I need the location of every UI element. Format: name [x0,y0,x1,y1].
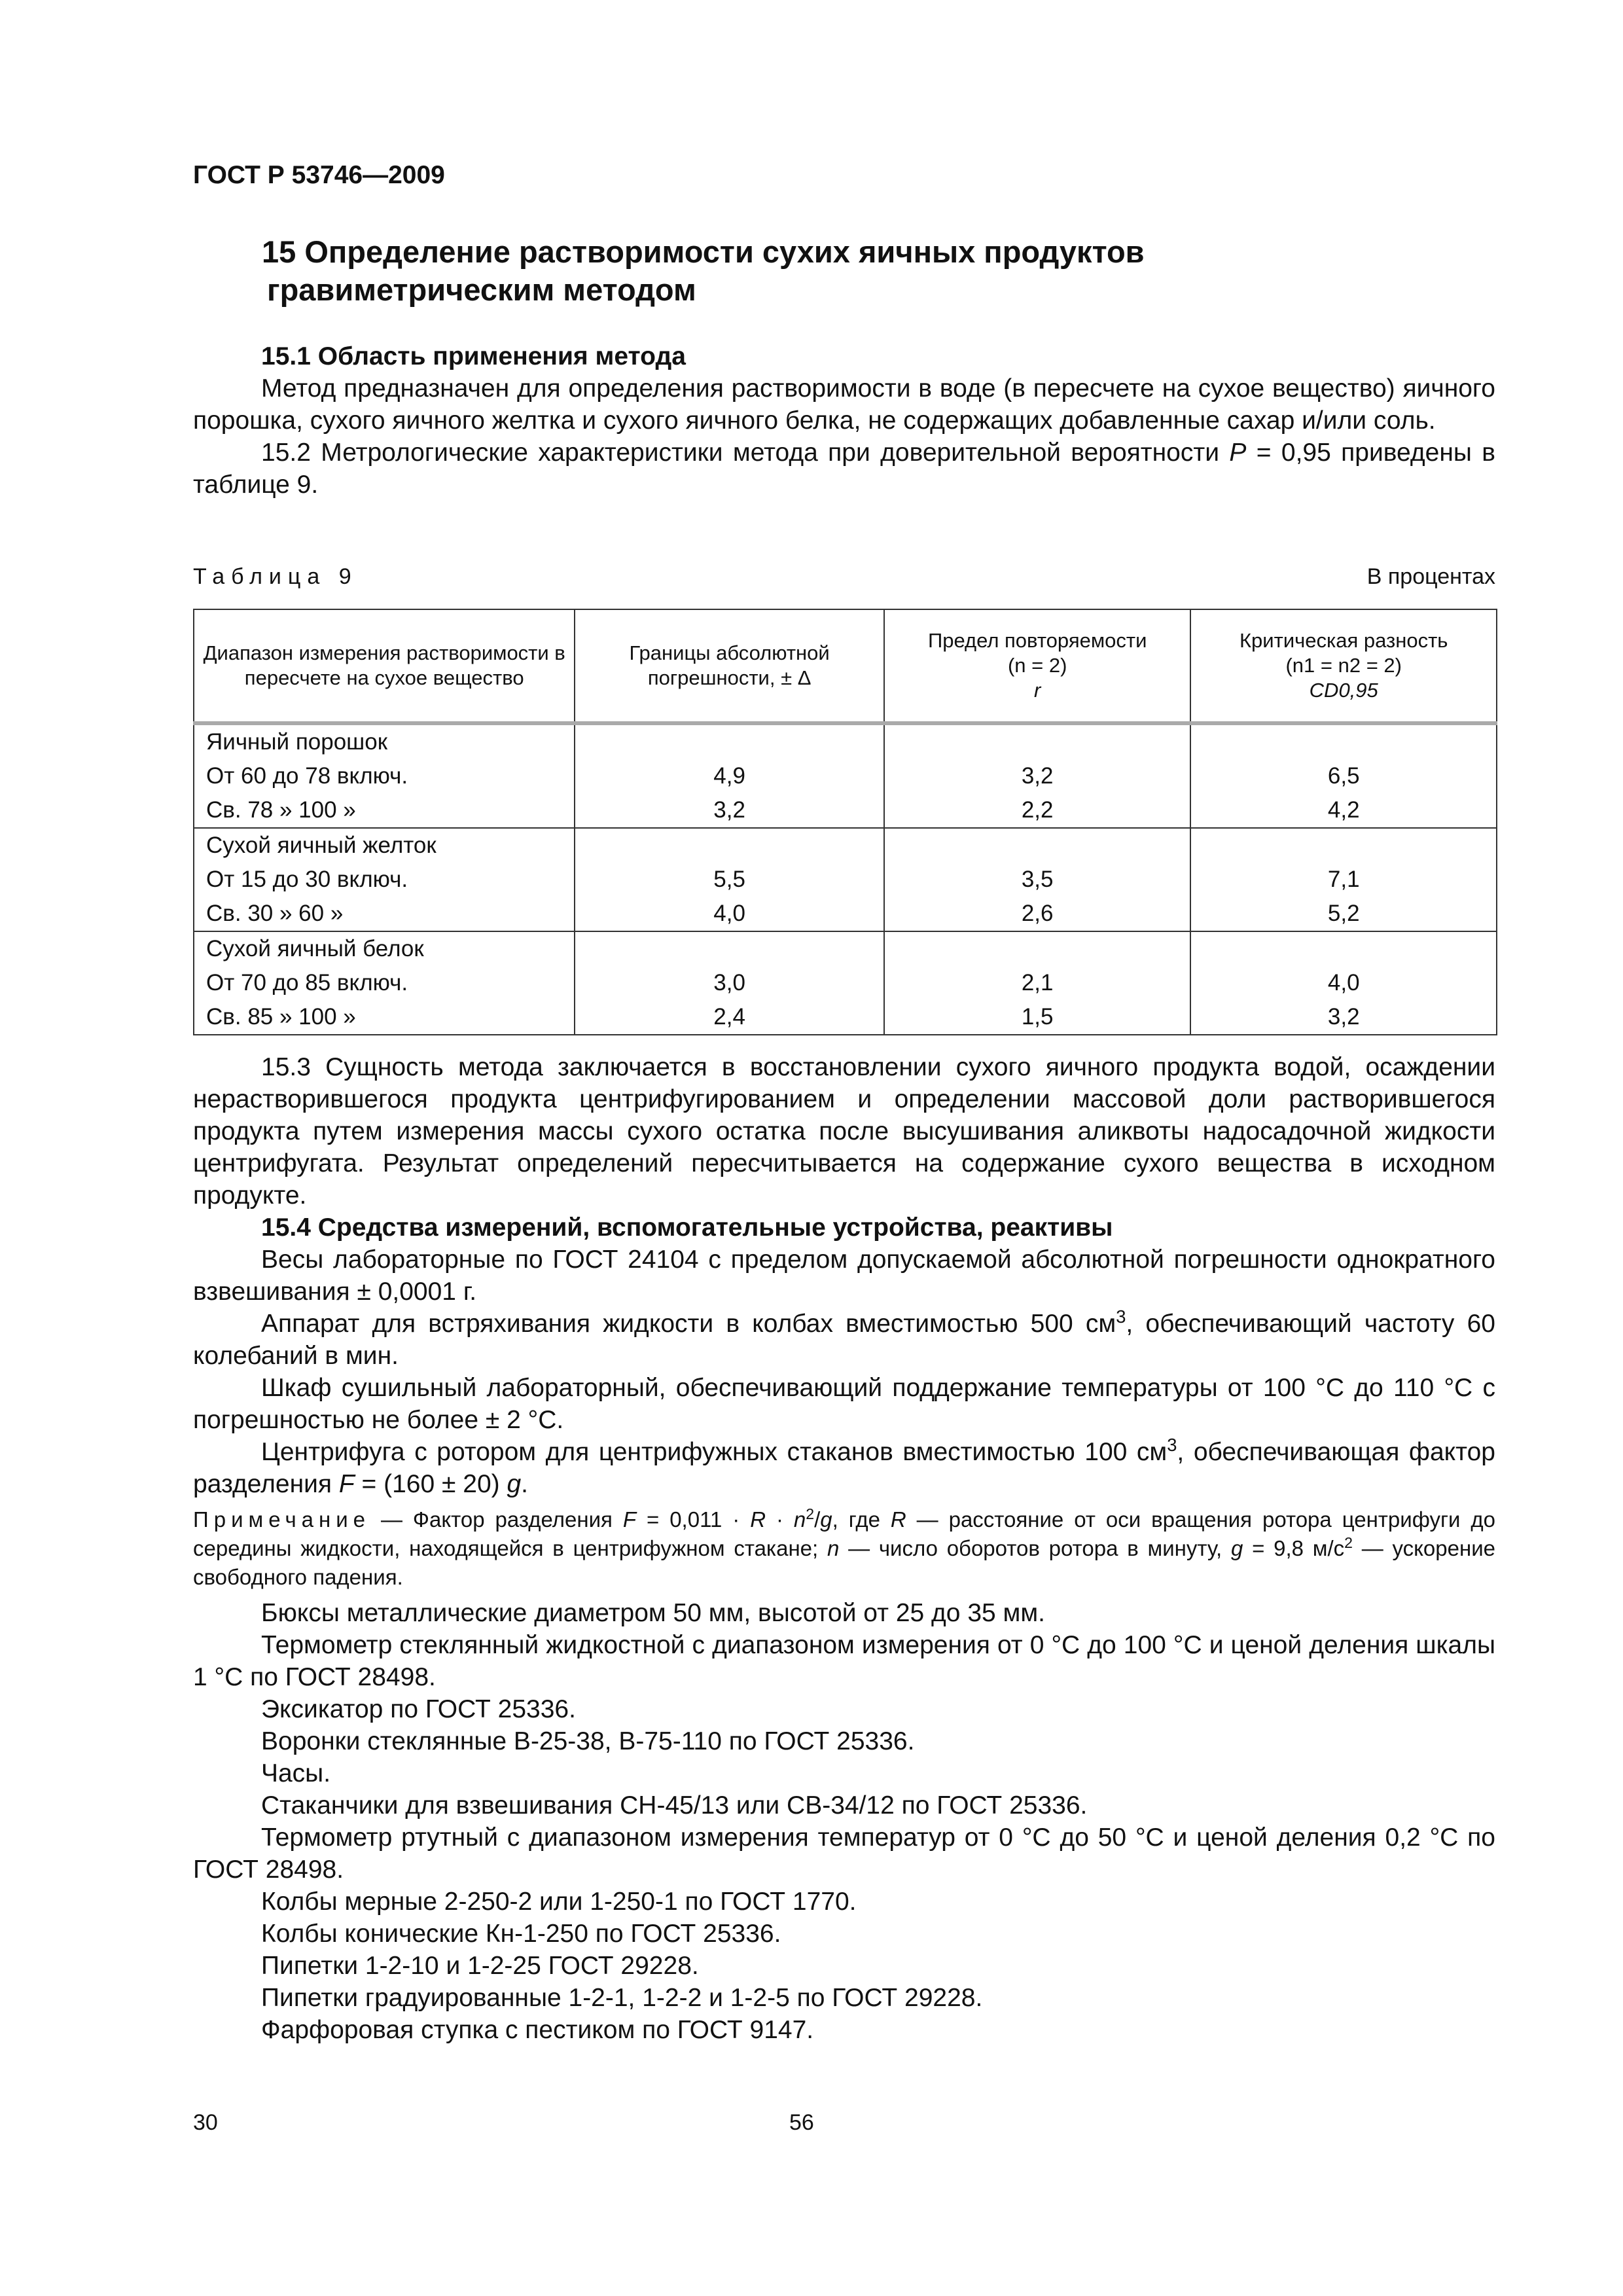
paragraph: Аппарат для встряхивания жидкости в колбах вместимостью 500 $см^3$, обеспечивающий частоту 60 колебаний в мин. [193,1306,1495,1370]
group-name: Яичный порошок [194,723,575,759]
paragraph: Центрифуга с ротором для центрифужных стаканов вместимостью 100 $см^3$, обеспечивающая фактор разделения F = (160 ± 20) g. [193,1435,1495,1498]
list-item: Воронки стеклянные В-25-38, В-75-110 по ГОСТ 25336. [261,1727,915,1755]
list-item: Колбы мерные 2-250-2 или 1-250-1 по ГОСТ 1770. [261,1888,857,1916]
header-range: Диапазон измерения растворимости в пересчете на сухое вещество [194,609,575,723]
section-title-line2: гравиметрическим методом [267,272,696,307]
list-item: Стаканчики для взвешивания СН-45/13 или СВ-34/12 по ГОСТ 25336. [261,1791,1088,1820]
table-row: Св. 85 » 100 » 2,4 1,5 3,2 [194,1000,1497,1035]
table-row: Св. 30 » 60 » 4,0 2,6 5,2 [194,897,1497,931]
note: Примечание — Фактор разделения $F = 0,011 \cdot R \cdot n^2/g$, где R — расстояние от оси вращения ротора центрифуги до середины жидкости, находящейся в центрифужном стакане; n — число оборотов ротора в минуту, g = 9,8 $м/с^2$ — ускорение свободного падения. [193,1505,1496,1589]
table-row [194,723,1497,759]
list-item: Фарфоровая ступка с пестиком по ГОСТ 9147. [261,2016,814,2044]
table-row: Св. 78 » 100 » 3,2 2,2 4,2 [194,793,1497,828]
section-15-3-15-4 [193,1051,1495,2046]
subsection-title: 15.4 Средства измерений, вспомогательные устройства, реактивы [261,1213,1113,1242]
table-caption [193,564,1495,590]
paragraph: Метод предназначен для определения растворимости в воде (в пересчете на сухое вещество) яичного порошка, сухого яичного желтка и сухого яичного белка, не содержащих добавленные сахар и/или соль. [193,374,1495,435]
section-15-1 [193,340,1495,501]
list-item: Колбы конические Кн-1-250 по ГОСТ 25336. [261,1920,781,1948]
paragraph: 15.3 Сущность метода заключается в восстановлении сухого яичного продукта водой, осаждении нерастворившегося продукта центрифугированием и определении массовой доли растворившегося продукта путем измерения массы сухого остатка после высушивания аликвоты надосадочной жидкости центрифугата. Результат определений пересчитывается на содержание сухого вещества в исходном продукте. [193,1053,1495,1210]
list-item: Бюксы металлические диаметром 50 мм, высотой от 25 до 35 мм. [261,1599,1046,1627]
paragraph: 15.2 Метрологические характеристики метода при доверительной вероятности P = 0,95 приведены в таблице 9. [193,439,1495,499]
table-row: От 15 до 30 включ. 5,5 3,5 7,1 [194,863,1497,897]
metrology-table [193,609,1497,1035]
header-critical-difference: Критическая разность (n1 = n2 = 2) CD0,95 [1190,609,1497,723]
list-item: Пипетки градуированные 1-2-1, 1-2-2 и 1-2-5 по ГОСТ 29228. [261,1984,983,2012]
table-row: От 60 до 78 включ. 4,9 3,2 6,5 [194,759,1497,793]
header-delta: Границы абсолютной погрешности, ± Δ [575,609,884,723]
group-name: Сухой яичный желток [194,828,575,863]
section-title-line1: 15 Определение растворимости сухих яичных продуктов [262,234,1145,269]
subsection-title: 15.1 Область применения метода [261,342,686,370]
table-row: От 70 до 85 включ. 3,0 2,1 4,0 [194,966,1497,1000]
paragraph: Весы лабораторные по ГОСТ 24104 с пределом допускаемой абсолютной погрешности однократного взвешивания ± 0,0001 г. [193,1246,1495,1306]
standard-header: ГОСТ Р 53746—2009 [193,161,445,189]
sheet-number: 56 [789,2110,814,2135]
table-row [194,828,1497,863]
list-item: Пипетки 1-2-10 и 1-2-25 ГОСТ 29228. [261,1952,699,1980]
table-number: Таблица 9 [193,564,358,589]
header-repeatability: Предел повторяемости (n = 2) r [884,609,1191,723]
table-units: В процентах [1366,564,1495,589]
table-row [194,931,1497,966]
group-name: Сухой яичный белок [194,931,575,966]
list-item: Термометр ртутный с диапазоном измерения температур от 0 °С до 50 °С и ценой деления 0,2 °С по ГОСТ 28498. [193,1823,1495,1884]
paragraph: Шкаф сушильный лабораторный, обеспечивающий поддержание температуры от 100 °С до 110 °С с погрешностью не более ± 2 °С. [193,1374,1495,1434]
list-item: Термометр стеклянный жидкостной с диапазоном измерения от 0 °С до 100 °С и ценой деления шкалы 1 °С по ГОСТ 28498. [193,1631,1495,1691]
list-item: Эксикатор по ГОСТ 25336. [261,1695,576,1723]
section-title [262,233,1505,309]
list-item: Часы. [261,1759,331,1787]
page-number: 30 [193,2110,218,2135]
